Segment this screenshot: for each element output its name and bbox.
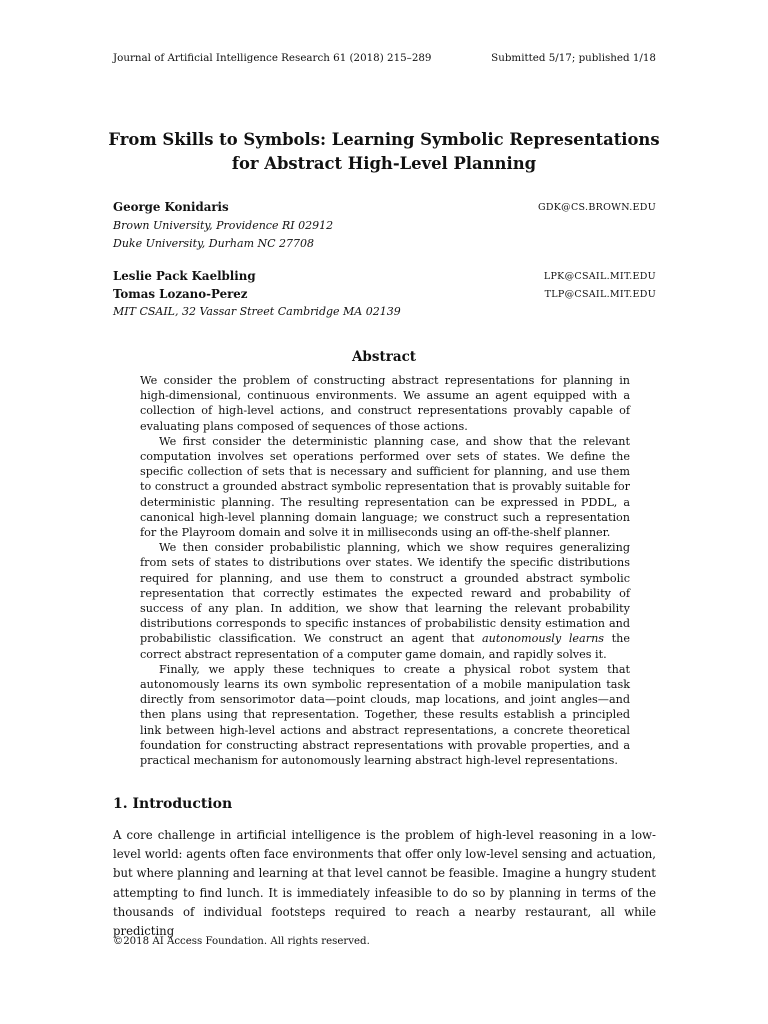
- abstract-paragraph: Finally, we apply these techniques to create a physical robot system that autonomously learns its own symbolic representation of a mobile manipulation task directly from sensorimotor data—point clouds, map locations, and joint angles—and then plans using that representation. Together, these results establish a principled link between high-level actions and abstract representations, a concrete theoretical foundation for constructing abstract representations with provable properties, and a practical mechanism for autonomously learning abstract high-level representations.: [140, 662, 630, 768]
- abstract-emphasis: autonomously learns: [481, 632, 605, 646]
- abstract-paragraph: We first consider the deterministic planning case, and show that the relevant computation involves set operations performed over sets of states. We define the specific collection of sets that is necessary and sufficient for planning, and use them to construct a grounded abstract symbolic representation that is provably suitable for deterministic planning. The resulting representation can be expressed in PDDL, a canonical high-level planning domain language; we construct such a representation for the Playroom domain and solve it in milliseconds using an off-the-shelf planner.: [140, 434, 630, 540]
- abstract-paragraph: We consider the problem of constructing abstract representations for planning in high-dimensional, continuous environments. We assume an agent equipped with a collection of high-level actions, and construct representations provably capable of evaluating plans composed of sequences of those actions.: [140, 374, 630, 433]
- submission-dates: Submitted 5/17; published 1/18: [491, 52, 656, 64]
- author-name-lozano-perez: Tomas Lozano-Perez: [113, 287, 248, 301]
- paper-title: From Skills to Symbols: Learning Symbolic Representations for Abstract High-Level Planning: [108, 130, 660, 173]
- author-affiliation-duke: Duke University, Durham NC 27708: [113, 237, 315, 250]
- author-email-lozano-perez: TLP@CSAIL.MIT.EDU: [544, 289, 656, 300]
- abstract-text: We then consider probabilistic planning, which we show requires generalizing from sets of states to distributions over states. We identify the specific distributions required for planning, and use them to construct a grounded abstract symbolic representation that correctly estimates the expected reward and probability of success of any plan. In addition, we show that learning the relevant probability distributions corresponds to specific instances of probabilistic density estimation and probabilistic classification. We construct an agent that: [140, 541, 630, 646]
- author-email-konidaris: GDK@CS.BROWN.EDU: [537, 202, 656, 213]
- journal-citation: Journal of Artificial Intelligence Research 61 (2018) 215–289: [113, 52, 432, 64]
- copyright-footer: ©2018 AI Access Foundation. All rights reserved.: [113, 936, 370, 947]
- intro-paragraph: A core challenge in artificial intelligence is the problem of high-level reasoning in a low-level world: agents often face environments that offer only low-level sensing and actuation, but where planning and learning at that level cannot be feasible. Imagine a hungry student attempting to find lunch. It is immediately infeasible to do so by planning in terms of the thousands of individual footsteps required to reach a nearby restaurant, all while predicting: [113, 828, 656, 939]
- abstract-heading: Abstract: [351, 349, 417, 365]
- author-affiliation-mit: MIT CSAIL, 32 Vassar Street Cambridge MA 02139: [113, 305, 401, 318]
- abstract-paragraph: [140, 540, 630, 662]
- author-email-kaelbling: LPK@CSAIL.MIT.EDU: [543, 271, 656, 282]
- abstract-body: [140, 373, 630, 768]
- author-name-konidaris: George Konidaris: [113, 200, 229, 214]
- author-affiliation-brown: Brown University, Providence RI 02912: [113, 219, 334, 232]
- author-name-kaelbling: Leslie Pack Kaelbling: [113, 269, 256, 283]
- section-heading: 1. Introduction: [113, 796, 233, 812]
- abstract-text: the correct abstract representation of a computer game domain, and rapidly solves it.: [140, 632, 630, 661]
